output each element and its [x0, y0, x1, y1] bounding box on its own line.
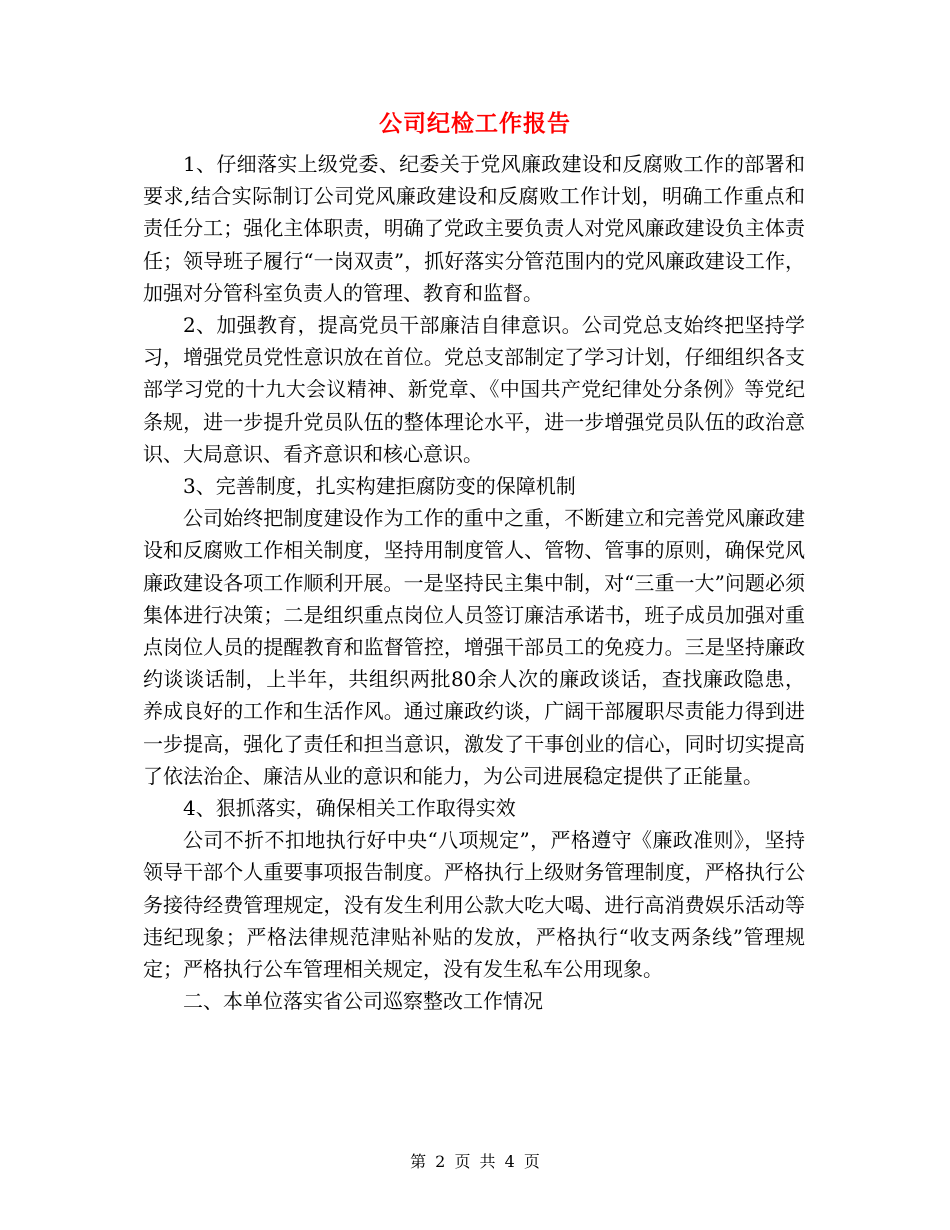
paragraph-3: 公司始终把制度建设作为工作的重中之重，不断建立和完善党风廉政建设和反腐败工作相关制度，坚持用制度管人、管物、管事的原则，确保党风廉政建设各项工作顺利开展。一是坚持民主集中制，对“三重一大”问题必须集体进行决策；二是组织重点岗位人员签订廉洁承诺书，班子成员加强对重点岗位人员的提醒教育和监督管控，增强干部员工的免疫力。三是坚持廉政约谈谈话制，上半年，共组织两批80余人次的廉政谈话，查找廉政隐患，养成良好的工作和生活作风。通过廉政约谈，广阔干部履职尽责能力得到进一步提高，强化了责任和担当意识，激发了干事创业的信心，同时切实提高了依法治企、廉洁从业的意识和能力，为公司进展稳定提供了正能量。 [143, 506, 805, 788]
page-footer: 第 2 页 共 4 页 [410, 1152, 540, 1171]
paragraph-4: 公司不折不扣地执行好中央“八项规定”，严格遵守《廉政准则》，坚持领导干部个人重要事项报告制度。严格执行上级财务管理制度，严格执行公务接待经费管理规定，没有发生利用公款大吃大喝、进行高消费娱乐活动等违纪现象；严格法律规范津贴补贴的发放，严格执行“收支两条线”管理规定；严格执行公车管理相关规定，没有发生私车公用现象。 [143, 828, 805, 982]
paragraph-1: 1、仔细落实上级党委、纪委关于党风廉政建设和反腐败工作的部署和要求,结合实际制订公司党风廉政建设和反腐败工作计划，明确工作重点和责任分工；强化主体职责，明确了党政主要负责人对党风廉政建设负主体责任；领导班子履行“一岗双责”，抓好落实分管范围内的党风廉政建设工作，加强对分管科室负责人的管理、教育和监督。 [143, 152, 805, 305]
document-title: 公司纪检工作报告 [379, 110, 571, 137]
paragraph-2: 2、加强教育，提高党员干部廉洁自律意识。公司党总支始终把坚持学习，增强党员党性意识放在首位。党总支部制定了学习计划，仔细组织各支部学习党的十九大会议精神、新党章、《中国共产党纪律处分条例》等党纪条规，进一步提升党员队伍的整体理论水平，进一步增强党员队伍的政治意识、大局意识、看齐意识和核心意识。 [143, 313, 805, 466]
section-heading-2: 二、本单位落实省公司巡察整改工作情况 [183, 989, 543, 1014]
section-heading-3: 3、完善制度，扎实构建拒腐防变的保障机制 [183, 474, 576, 499]
section-heading-4: 4、狠抓落实，确保相关工作取得实效 [183, 796, 516, 821]
document-body [143, 148, 805, 1017]
